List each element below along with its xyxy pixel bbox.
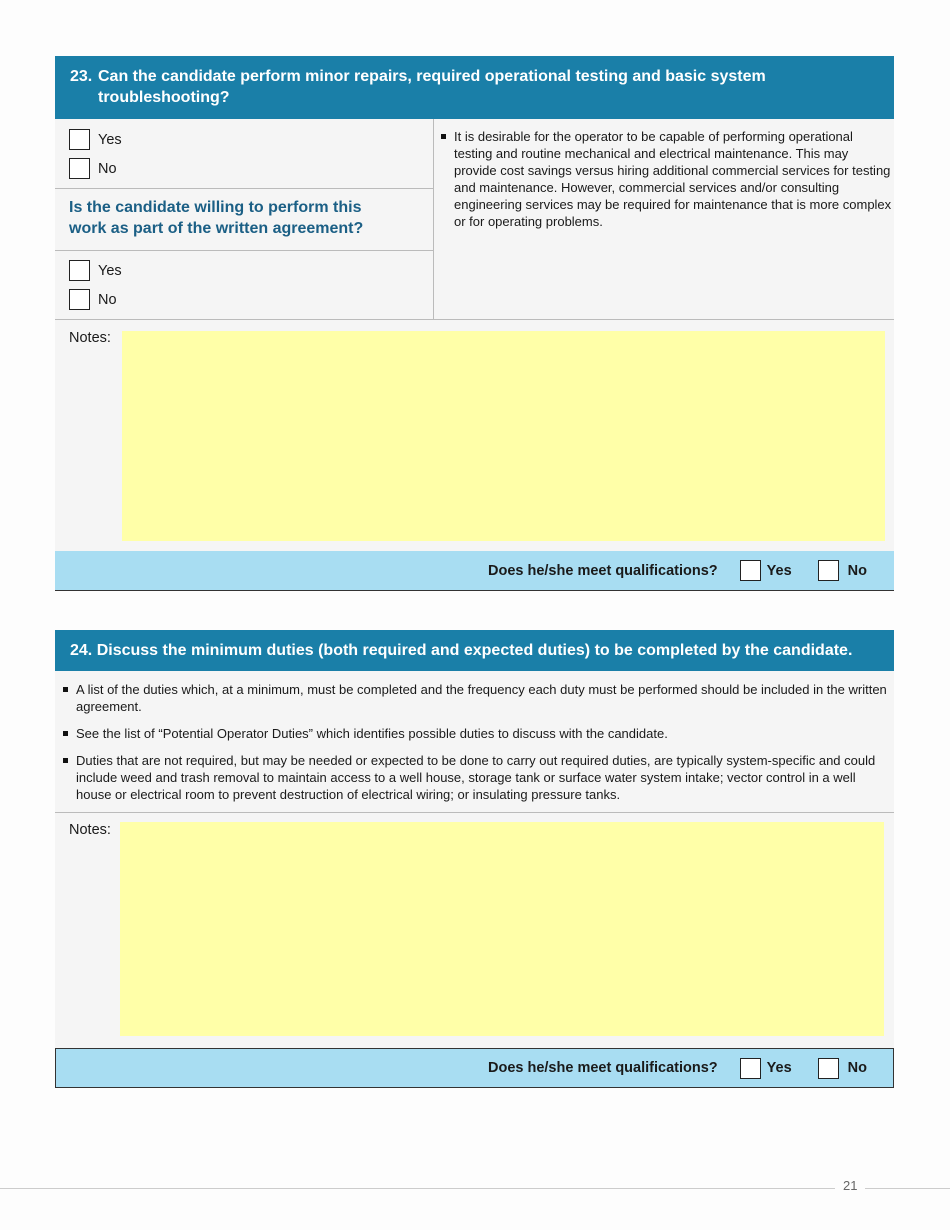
no-label-2: No [98, 291, 117, 308]
question-24-text: Discuss the minimum duties (both required and expected duties) to be completed by the candidate. [96, 642, 853, 659]
qual-no-checkbox[interactable] [818, 560, 839, 581]
bullet-icon [63, 758, 68, 763]
qualification-bar-24 [55, 1048, 894, 1088]
qual-no-label: No [847, 1060, 867, 1076]
qualification-no[interactable] [818, 560, 867, 581]
question-24-section [55, 630, 894, 1088]
qualification-bar-23 [55, 551, 894, 591]
yes-label-2: Yes [98, 262, 122, 279]
notes-label: Notes: [69, 330, 111, 346]
page-number: 21 [835, 1178, 865, 1193]
guidance-bullet-1: A list of the duties which, at a minimum, must be completed and the frequency each duty must be performed should be included in the written agreement. [76, 682, 887, 714]
qualification-yes[interactable] [740, 1058, 792, 1079]
question-23-text: Can the candidate perform minor repairs, required operational testing and basic system troubleshooting? [98, 68, 766, 106]
bullet-icon [63, 731, 68, 736]
qualification-label: Does he/she meet qualifications? [488, 1060, 718, 1076]
option-no-2[interactable] [69, 289, 117, 310]
qual-no-label: No [847, 562, 867, 579]
option-no-1[interactable] [69, 158, 117, 179]
question-23-section [55, 56, 894, 592]
yes-checkbox-2[interactable] [69, 260, 90, 281]
qualification-yes[interactable] [740, 560, 792, 581]
bullet-icon [63, 687, 68, 692]
footer-rule [0, 1188, 950, 1189]
qual-no-checkbox[interactable] [818, 1058, 839, 1079]
notes-area-24 [55, 813, 894, 1048]
qualification-label: Does he/she meet qualifications? [488, 562, 718, 579]
no-checkbox-1[interactable] [69, 158, 90, 179]
qual-yes-label: Yes [766, 1060, 792, 1076]
qual-yes-checkbox[interactable] [740, 1058, 761, 1079]
notes-label: Notes: [69, 822, 111, 838]
guidance-text: It is desirable for the operator to be capable of performing operational testing and routine mechanical and electrical maintenance. This may provide cost savings versus hiring additional commercial services for testing and maintenance. However, commercial services and/or consulting engineering services may be required for maintenance that is more complex or for operating problems. [454, 129, 892, 229]
no-label-1: No [98, 160, 117, 177]
no-checkbox-2[interactable] [69, 289, 90, 310]
divider [55, 188, 433, 189]
qualification-no[interactable] [818, 1058, 867, 1079]
guidance-bullet-2: See the list of “Potential Operator Duties” which identifies possible duties to discuss with the candidate. [76, 726, 668, 741]
question-24-header [55, 630, 894, 671]
option-yes-2[interactable] [69, 260, 122, 281]
question-23-header [55, 56, 894, 119]
question-23-number: 23. [70, 68, 93, 85]
question-24-number: 24. [70, 642, 93, 659]
bullet-icon [441, 134, 446, 139]
qual-yes-checkbox[interactable] [740, 560, 761, 581]
option-yes-1[interactable] [69, 129, 122, 150]
subquestion-heading: Is the candidate willing to perform this work as part of the written agreement? [69, 199, 364, 237]
notes-input[interactable] [120, 822, 884, 1036]
divider [55, 250, 433, 251]
guidance-bullet-3: Duties that are not required, but may be needed or expected to be done to carry out required duties, are typically system-specific and could include weed and trash removal to maintain access to a well house, storage tank or surface water system intake; vector control in a well house or electrical room to prevent destruction of electrical wiring; or insulating pressure tanks. [76, 753, 876, 802]
yes-label-1: Yes [98, 131, 122, 148]
notes-input[interactable] [122, 331, 885, 541]
qual-yes-label: Yes [766, 562, 792, 579]
question-23-guidance [434, 119, 894, 319]
question-23-left-column [55, 119, 434, 319]
yes-checkbox-1[interactable] [69, 129, 90, 150]
question-24-guidance [55, 671, 894, 813]
notes-area-23 [55, 319, 894, 552]
